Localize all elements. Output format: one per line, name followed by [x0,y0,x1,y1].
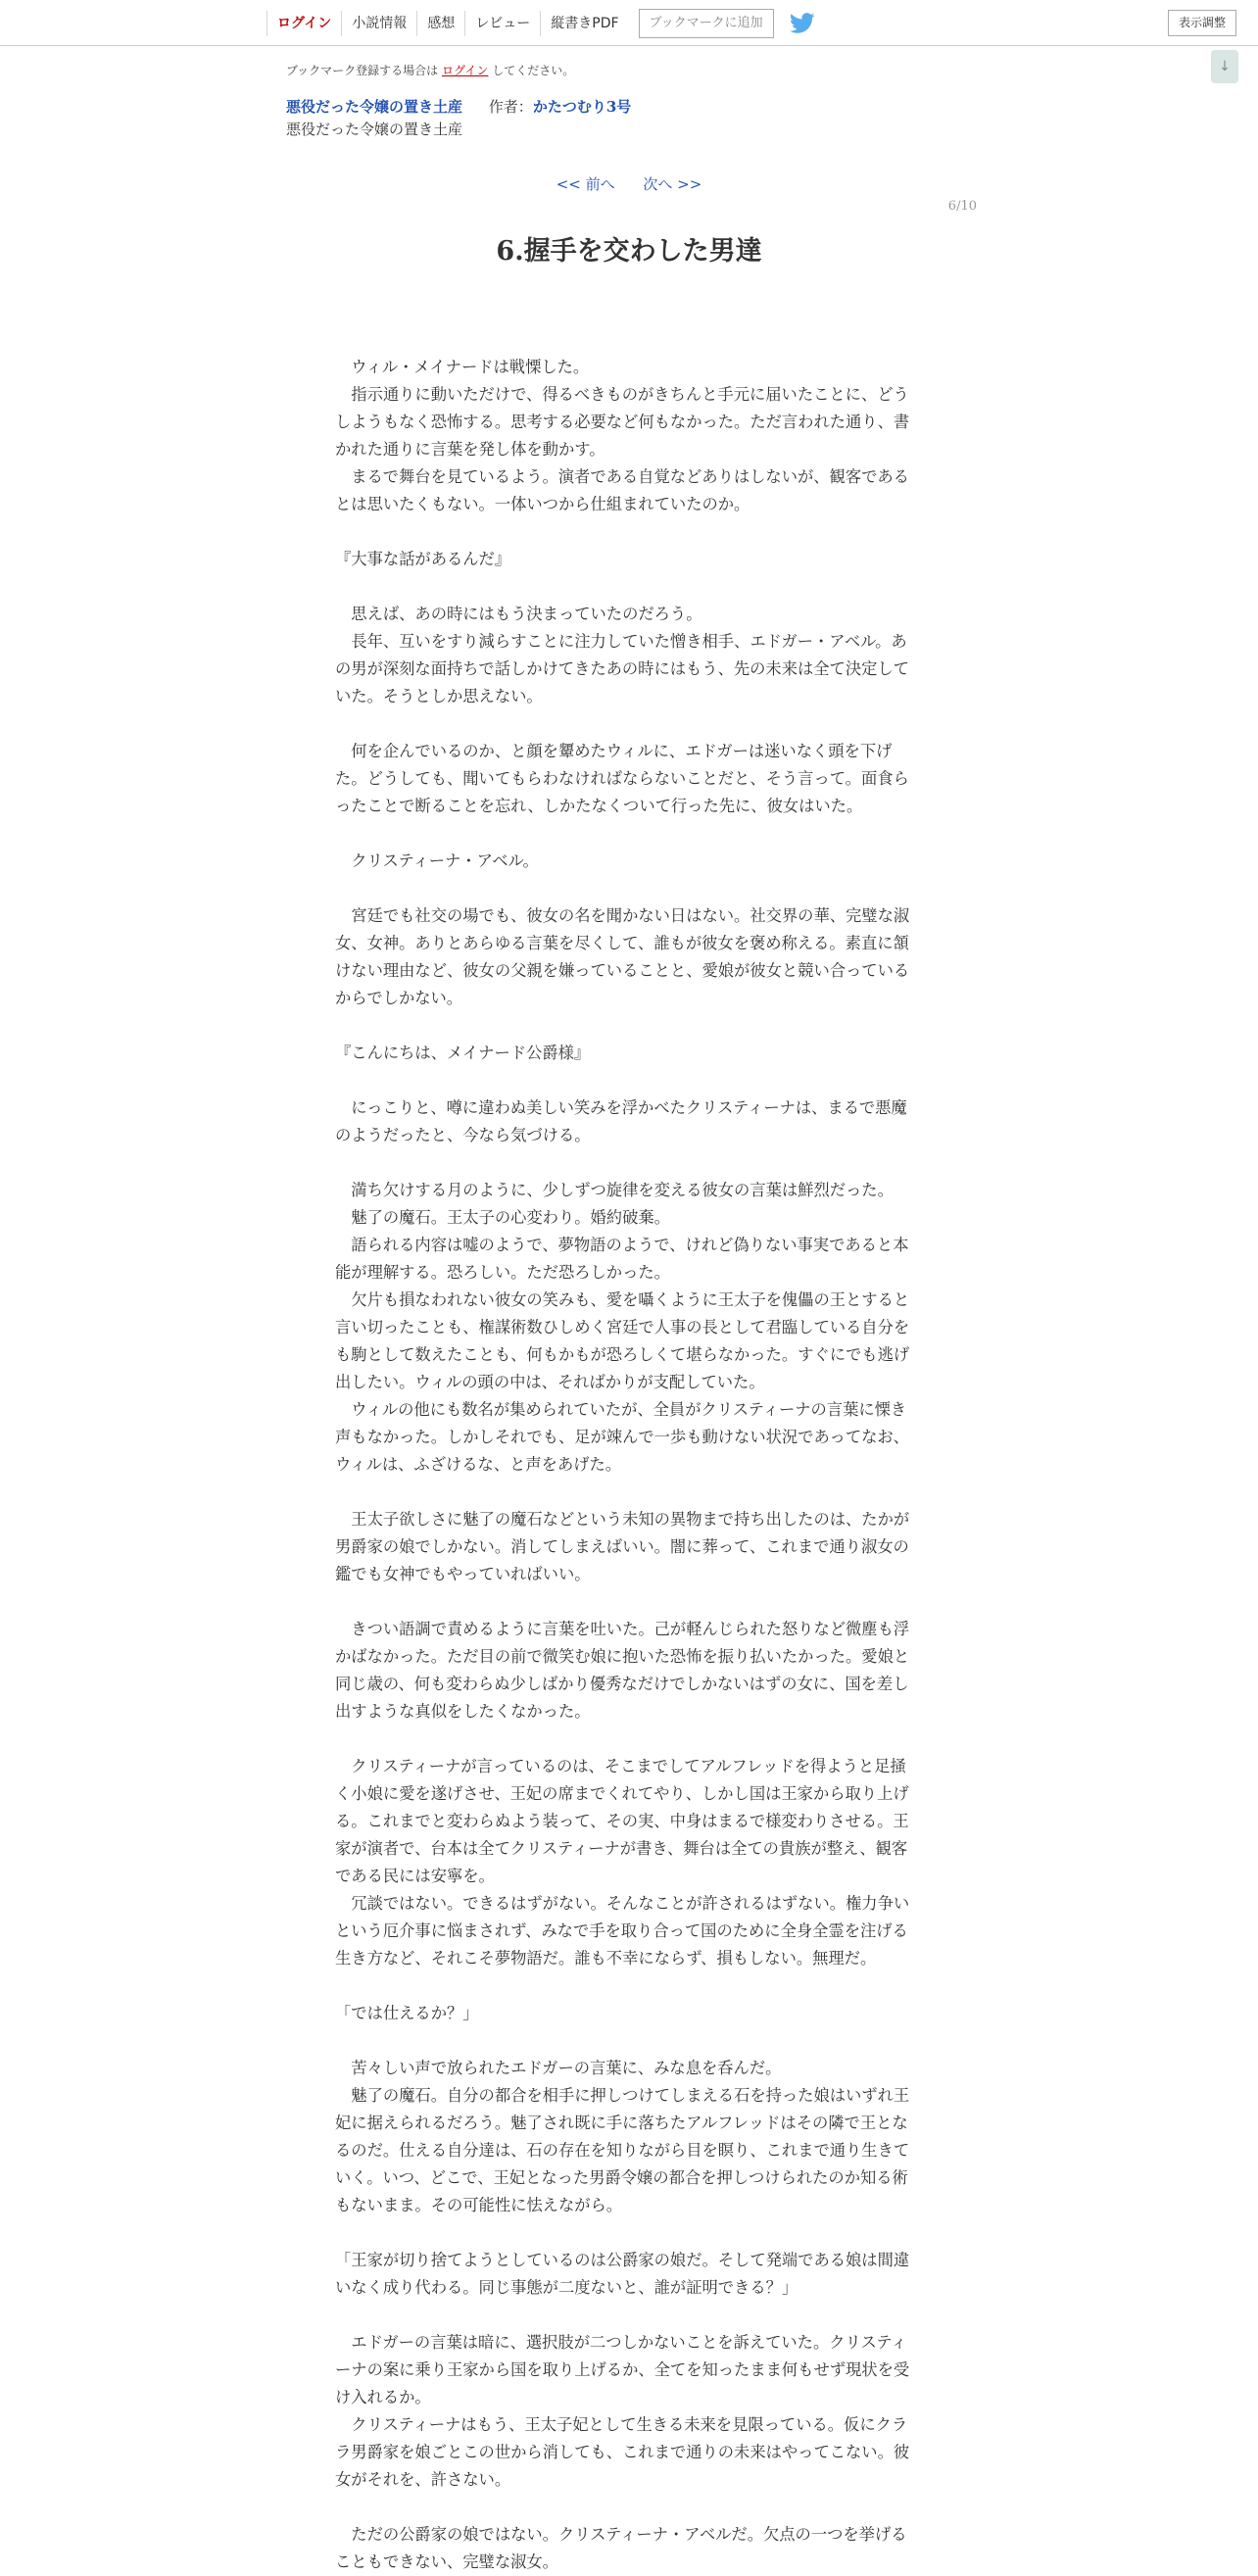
body-paragraph [335,326,917,354]
body-paragraph: 魅了の魔石。自分の都合を相手に押しつけてしまえる石を持った娘はいずれ王妃に据えられるだろう。魅了され既に手に落ちたアルフレッドはその隣で王となるのだ。仕える自分達は、石の存在を知りながら目を瞑り、これまで通り生きていく。いつ、どこで、王妃となった男爵令嬢の都合を押しつけられたのか知る術もないまま。その可能性に怯えながら。 [335,2086,910,2214]
chapter-title: 6.握手を交わした男達 [496,236,762,267]
body-paragraph: 語られる内容は嘘のようで、夢物語のようで、けれど偽りない事実であると本能が理解する。恐ろしい。ただ恐ろしかった。 [335,1236,909,1282]
notice-login-link[interactable]: ログイン [442,64,489,77]
top-navigation-bar [0,0,1258,46]
next-chapter-link[interactable]: 次へ >> [643,175,702,193]
series-title-link[interactable]: 悪役だった令嬢の置き土産 [286,98,463,116]
body-paragraph [335,1972,917,2000]
body-paragraph: 宮廷でも社交の場でも、彼女の名を聞かない日はない。社交界の華、完璧な淑女、女神。ありとあらゆる言葉を尽くして、誰もが彼女を褒め称える。素直に頷けない理由など、彼女の父親を嫌っていることと、愛娘が彼女と競い合っているからでしかない。 [335,906,910,1007]
bookmark-login-notice [286,62,574,78]
body-paragraph: 欠片も損なわれない彼女の笑みも、愛を囁くように王太子を傀儡の王とすると言い切ったことも、権謀術数ひしめく宮廷で人事の長として君臨している自分をも駒として数えたことも、何もかもが恐ろしくて堪らなかった。すぐにでも逃げ出したい。ウィルの頭の中は、そればかりが支配していた。 [335,1290,910,1391]
body-paragraph [335,1067,917,1094]
body-paragraph: 冗談ではない。できるはずがない。そんなことが許されるはずない。権力争いという厄介事に悩まされず、みなで手を取り合って国のために全身全霊を注げる生き方など、それこそ夢物語だ。誰も不幸にならず、損もしない。無理だ。 [335,1894,910,1968]
body-paragraph [335,1479,917,1506]
body-paragraph [335,1725,917,1753]
body-paragraph [335,1588,917,1616]
add-bookmark-button[interactable]: ブックマークに追加 [639,9,774,38]
body-paragraph: まるで舞台を見ているよう。演者である自覚などありはしないが、観客であるとは思いたくもない。一体いつから仕組まれていたのか。 [335,467,909,513]
body-paragraph: 長年、互いをすり減らすことに注力していた憎き相手、エドガー・アベル。あの男が深刻な面持ちで話しかけてきたあの時にはもう、先の未来は全て決定していた。そうとしか思えない。 [335,632,909,705]
body-paragraph: 王太子欲しさに魅了の魔石などという未知の異物まで持ち出したのは、たかが男爵家の娘でしかない。消してしまえばいい。闇に葬って、これまで通り淑女の鑑でも女神でもやっていればいい。 [335,1510,910,1583]
nav-login[interactable]: ログイン [266,11,341,36]
body-paragraph: 「王家が切り捨てようとしているのは公爵家の娘だ。そして発端である娘は間違いなく成り代わる。同じ事態が二度ないと、誰が証明できる？」 [335,2251,910,2297]
body-paragraph [335,2302,917,2329]
nav-impressions[interactable]: 感想 [416,11,464,36]
body-paragraph: ただの公爵家の娘ではない。クリスティーナ・アベルだ。欠点の一つを挙げることもできない、完璧な淑女。 [335,2525,907,2571]
body-paragraph: ウィル・メイナードは戦慄した。 [335,358,590,376]
body-paragraph [335,820,917,848]
body-paragraph [335,2494,917,2521]
twitter-bird-icon[interactable] [790,13,815,34]
body-paragraph [335,875,917,902]
body-paragraph: 苦々しい声で放られたエドガーの言葉に、みな息を呑んだ。 [335,2059,782,2077]
body-paragraph [335,2219,917,2247]
chapter-pager [0,173,1258,194]
body-paragraph: クリスティーナが言っているのは、そこまでしてアルフレッドを得ようと足掻く小娘に愛を遂げさせ、王妃の席までくれてやり、しかし国は王家から取り上げる。これまでと変わらぬよう装って、その実、中身はまるで様変わりさせる。王家が演者で、台本は全てクリスティーナが書き、舞台は全ての貴族が整え、観客である民には安寧を。 [335,1757,909,1885]
body-paragraph: 思えば、あの時にはもう決まっていたのだろう。 [335,605,702,623]
display-settings-button[interactable]: 表示調整 [1168,10,1236,36]
body-paragraph: エドガーの言葉は暗に、選択肢が二つしかないことを訴えていた。クリスティーナの案に乗り王家から国を取り上げるか、全てを知ったまま何もせず現状を受け入れるか。 [335,2333,910,2406]
nav-vertical-pdf[interactable]: 縦書きPDF [540,11,628,36]
body-paragraph [335,573,917,601]
notice-text-before: ブックマーク登録する場合は [286,64,439,77]
notice-text-after: してください。 [492,64,575,77]
header-nav [266,0,815,46]
body-paragraph [335,1149,917,1177]
prev-chapter-link[interactable]: << 前へ [556,175,615,193]
body-paragraph: ウィルの他にも数名が集められていたが、全員がクリスティーナの言葉に慄き声もなかった。しかしそれでも、足が竦んで一歩も動けない状況であってなお、ウィルは、ふざけるな、と声をあげた。 [335,1400,909,1474]
author-label: 作者： [488,98,533,116]
body-paragraph: にっこりと、噂に違わぬ美しい笑みを浮かべたクリスティーナは、まるで悪魔のようだったと、今なら気づける。 [335,1098,907,1144]
body-paragraph [335,2027,917,2055]
nav-review[interactable]: レビュー [464,11,540,36]
author-link[interactable]: かたつむり3号 [532,98,632,116]
body-paragraph [335,710,917,738]
body-paragraph: 魅了の魔石。王太子の心変わり。婚約破棄。 [335,1208,670,1227]
chapter-count: 6/10 [947,199,977,214]
body-paragraph [335,1012,917,1040]
body-paragraph: 『大事な話があるんだ』 [335,550,511,568]
scroll-down-icon[interactable]: ↓ [1211,50,1238,83]
body-paragraph: 『こんにちは、メイナード公爵様』 [335,1044,591,1062]
body-paragraph: クリスティーナはもう、王太子妃として生きる未来を見限っている。仮にクララ男爵家を娘ごとこの世から消しても、これまで通りの未来はやってこない。彼女がそれを、許さない。 [335,2415,910,2489]
body-paragraph: 「では仕えるか？」 [335,2004,479,2022]
novel-body [335,326,917,2576]
body-paragraph: 何を企んでいるのか、と顔を顰めたウィルに、エドガーは迷いなく頭を下げた。どうしても、聞いてもらわなければならないことだと、そう言って。面食らったことで断ることを忘れ、しかたなくついて行った先に、彼女はいた。 [335,742,909,815]
body-paragraph: きつい語調で責めるように言葉を吐いた。己が軽んじられた怒りなど微塵も浮かばなかった。ただ目の前で微笑む娘に抱いた恐怖を振り払いたかった。愛娘と同じ歳の、何も変わらぬ少しばかり優秀なだけでしかないはずの女に、国を差し出すような真似をしたくなかった。 [335,1620,910,1721]
novel-subtitle: 悪役だった令嬢の置き土産 [286,121,463,138]
nav-novel-info[interactable]: 小説情報 [341,11,416,36]
body-paragraph: 指示通りに動いただけで、得るべきものがきちんと手元に届いたことに、どうしようもなく恐怖する。思考する必要など何もなかった。ただ言われた通り、書かれた通りに言葉を発し体を動かす。 [335,385,910,459]
body-paragraph [335,518,917,546]
body-paragraph: 満ち欠けする月のように、少しずつ旋律を変える彼女の言葉は鮮烈だった。 [335,1181,894,1199]
body-paragraph: クリスティーナ・アベル。 [335,851,539,870]
novel-header [286,96,631,117]
